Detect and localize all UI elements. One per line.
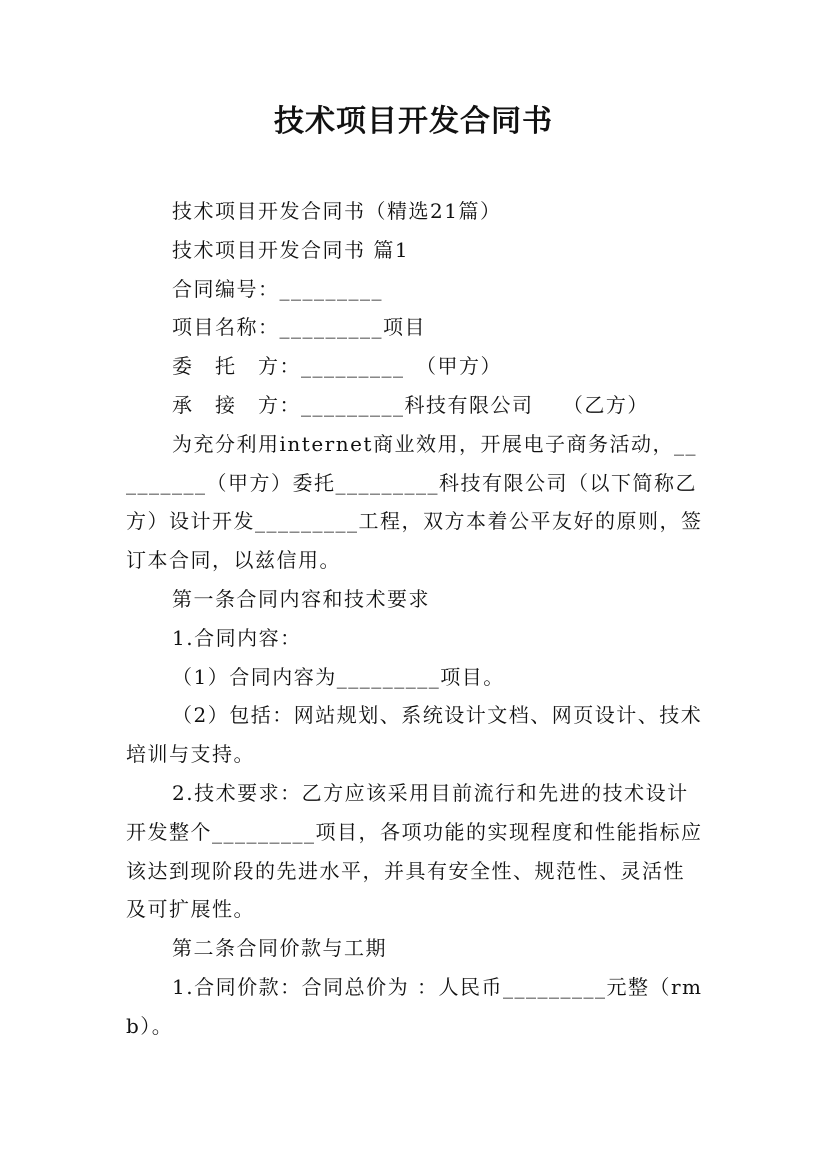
paragraph-subtitle: 技术项目开发合同书（精选21篇） xyxy=(172,199,502,223)
paragraph-client: 委 托 方：_________ （甲方） xyxy=(172,354,502,379)
paragraph-contract-content: 1.合同内容： xyxy=(172,625,302,650)
paragraph-project-name: 项目名称：_________项目 xyxy=(172,315,426,340)
paragraph-article-1-heading: 第一条合同内容和技术要求 xyxy=(172,586,430,611)
paragraph-intro: 为充分利用internet商业效用，开展电子商务活动，_________（甲方）委托_________科技有限公司（以下简称乙方）设计开发_________工程，双方本着公平友好的原则，签订本合同，以兹信用。 xyxy=(126,431,703,573)
paragraph-section-heading: 技术项目开发合同书 篇1 xyxy=(172,237,410,262)
document-body xyxy=(126,192,706,1046)
paragraph-contractor: 承 接 方：_________科技有限公司 （乙方） xyxy=(172,392,649,417)
paragraph-technical-requirements: 2.技术要求：乙方应该采用目前流行和先进的技术设计开发整个_________项目，各项功能的实现程度和性能指标应该达到现阶段的先进水平，并具有安全性、规范性、灵活性及可扩展性。 xyxy=(126,780,703,922)
paragraph-content-item-2: （2）包括：网站规划、系统设计文档、网页设计、技术培训与支持。 xyxy=(126,703,703,767)
paragraph-contract-price: 1.合同价款：合同总价为 ：人民币_________元整（rmb）。 xyxy=(126,974,703,1038)
paragraph-article-2-heading: 第二条合同价款与工期 xyxy=(172,936,387,961)
paragraph-contract-number: 合同编号：_________ xyxy=(172,276,383,301)
document-title: 技术项目开发合同书 xyxy=(274,104,553,139)
paragraph-content-item-1: （1）合同内容为_________项目。 xyxy=(172,664,505,689)
